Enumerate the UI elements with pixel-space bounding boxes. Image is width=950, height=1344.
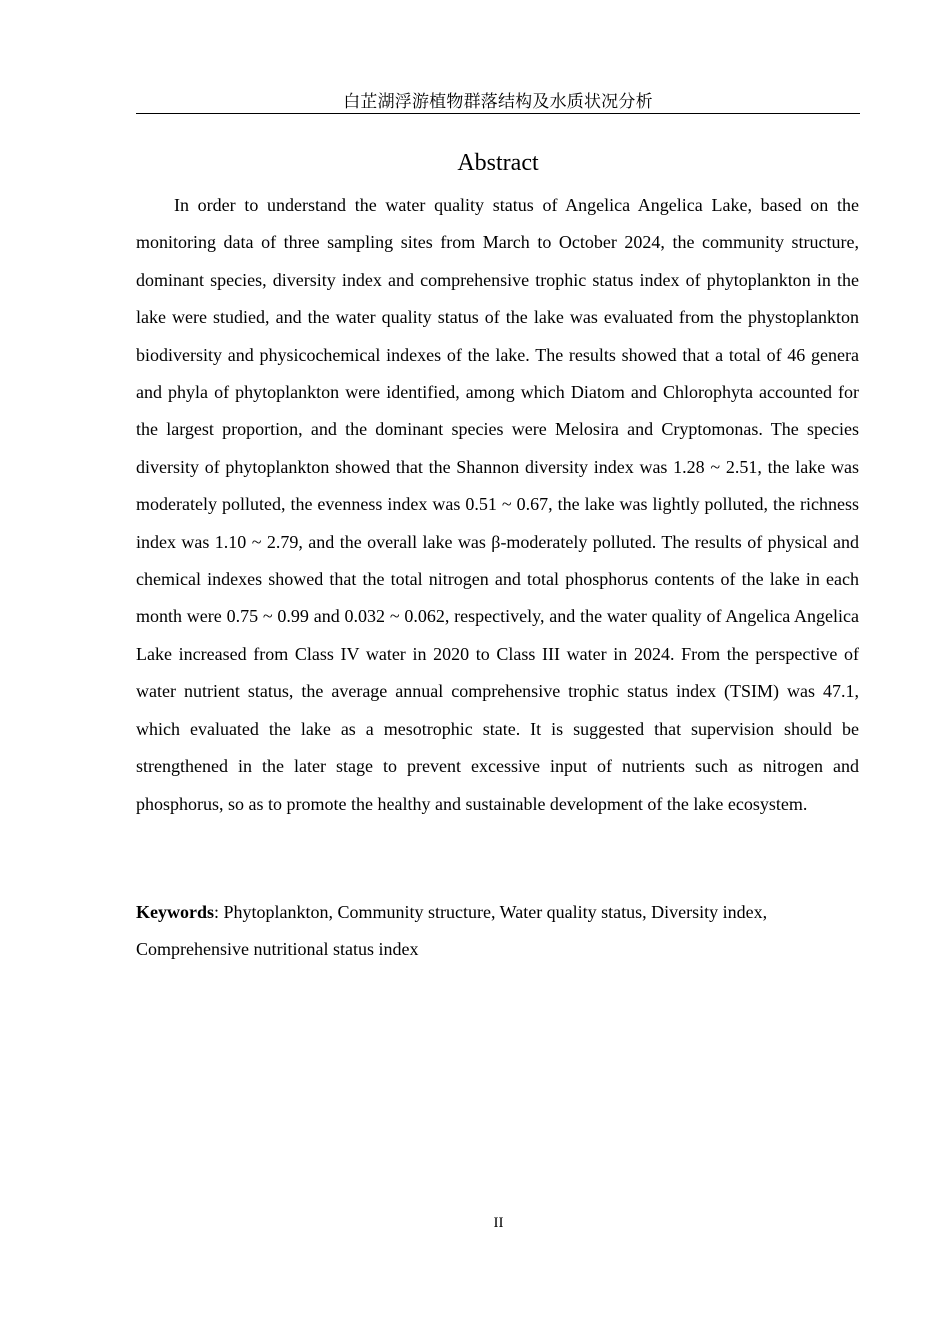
- running-header: 白芷湖浮游植物群落结构及水质状况分析: [136, 91, 860, 114]
- abstract-title: Abstract: [457, 150, 539, 176]
- keywords-paragraph: [136, 894, 859, 969]
- abstract-body: In order to understand the water quality status of Angelica Angelica Lake, based on the monitoring data of three sampling sites from March to October 2024, the community structure, dominant species, diversity index and comprehensive trophic status index of phytoplankton in the lake were studied, and the water quality status of the lake was evaluated from the phystoplankton biodiversity and physicochemical indexes of the lake. The results showed that a total of 46 genera and phyla of phytoplankton were identified, among which Diatom and Chlorophyta accounted for the largest proportion, and the dominant species were Melosira and Cryptomonas. The species diversity of phytoplankton showed that the Shannon diversity index was 1.28 ~ 2.51, the lake was moderately polluted, the evenness index was 0.51 ~ 0.67, the lake was lightly polluted, the richness index was 1.10 ~ 2.79, and the overall lake was β-moderately polluted. The results of physical and chemical indexes showed that the total nitrogen and total phosphorus contents of the lake in each month were 0.75 ~ 0.99 and 0.032 ~ 0.062, respectively, and the water quality of Angelica Angelica Lake increased from Class IV water in 2020 to Class III water in 2024. From the perspective of water nutrient status, the average annual comprehensive trophic status index (TSIM) was 47.1, which evaluated the lake as a mesotrophic state. It is suggested that supervision should be strengthened in the later stage to prevent excessive input of nutrients such as nitrogen and phosphorus, so as to promote the healthy and sustainable development of the lake ecosystem.: [136, 195, 859, 814]
- keywords-label: Keywords: [136, 902, 214, 922]
- page-number: II: [493, 1215, 504, 1231]
- keywords-text: : Phytoplankton, Community structure, Water quality status, Diversity index, Comprehensive nutritional status index: [136, 902, 768, 960]
